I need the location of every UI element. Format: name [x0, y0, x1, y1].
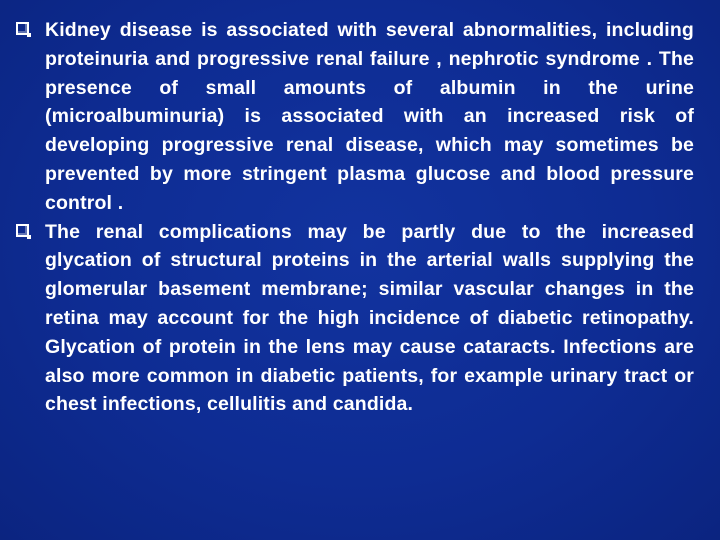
bullet-item-kidney-disease: [16, 16, 694, 218]
bullet-text: Kidney disease is associated with several abnormalities, including proteinuria and progressive renal failure , nephrotic syndrome . The presence of small amounts of albumin in the urine (microalbuminuria) is associated with an increased risk of developing progressive renal disease, which may sometimes be prevented by more stringent plasma glucose and blood pressure control .: [45, 19, 694, 214]
checkbox-bullet-icon: [16, 224, 29, 237]
checkbox-bullet-icon: [16, 22, 29, 35]
bullet-text: The renal complications may be partly due to the increased glycation of structural proteins in the arterial walls supplying the glomerular basement membrane; similar vascular changes in the retina may account for the high incidence of diabetic retinopathy. Glycation of protein in the lens may cause cataracts. Infections are also more common in diabetic patients, for example urinary tract or chest infections, cellulitis and candida.: [45, 220, 694, 416]
bullet-item-renal-complications: [16, 218, 694, 420]
bullet-list: [16, 16, 694, 419]
